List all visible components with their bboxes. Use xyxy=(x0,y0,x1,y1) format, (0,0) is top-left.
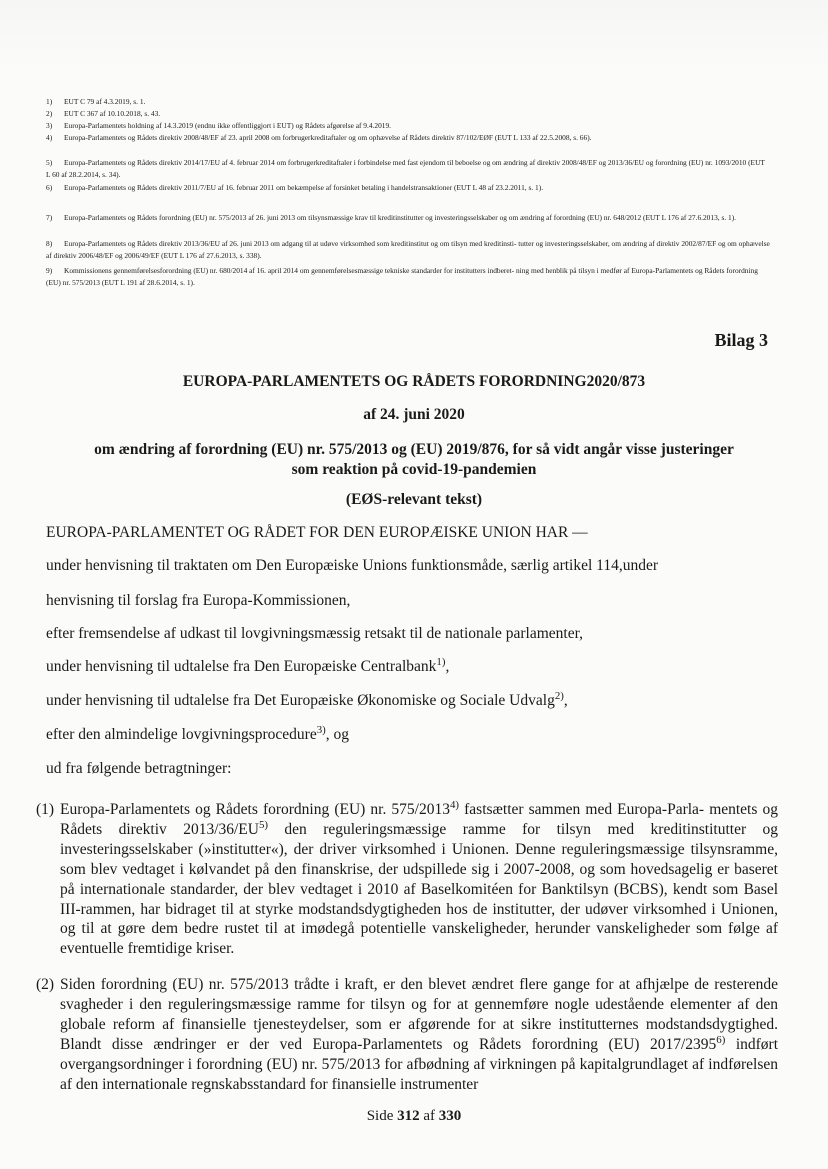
citation-treaty: under henvisning til traktaten om Den Europæiske Unions funktionsmåde, særlig artikel 114,under xyxy=(46,557,659,574)
citation-parliaments: efter fremsendelse af udkast til lovgivningsmæssig retsakt til de nationale parlamenter, xyxy=(46,625,583,642)
regulation-subject-line-1: om ændring af forordning (EU) nr. 575/2013 og (EU) 2019/876, for så vidt angår visse justeringer xyxy=(94,441,734,458)
footnote-3: 3) Europa-Parlamentets holdning af 14.3.2019 (endnu ikke offentliggjort i EUT) og Rådets afgørelse af 9.4.2019. xyxy=(46,121,392,130)
recital-2 xyxy=(36,975,778,1094)
citation-procedure: efter den almindelige lovgivningsprocedure$^{3)}$, og xyxy=(46,723,350,743)
footnote-8: 8) Europa-Parlamentets og Rådets direktiv 2013/36/EU af 26. juni 2013 om adgang til at udøve virksomhed som kreditinstitut og om tilsyn med kreditinsti- tutter og investeringsselskaber, om ændring af direktiv 2002/87/EF og om ophævelse af direktiv 2006/48/EF og 2006/49/EF (EUT L 176 af 27.6.2013, s. 338). xyxy=(46,239,770,260)
preamble-intro: EUROPA-PARLAMENTET OG RÅDET FOR DEN EUROPÆISKE UNION HAR — xyxy=(46,524,588,541)
footnote-9: 9) Kommissionens gennemførelsesforordning (EU) nr. 680/2014 af 16. april 2014 om gennemførelsesmæssige tekniske standarder for institutters indberet- ning med henblik på tilsyn i medfør af Europa-Parlamentets og Rådets forordning (EU) nr. 575/2013 (EUT L 191 af 28.6.2014, s. 1). xyxy=(46,266,758,287)
footnote-4: 4) Europa-Parlamentets og Rådets direktiv 2008/48/EF af 23. april 2008 om forbrugerkreditaftaler og om ophævelse af Rådets direktiv 87/102/EØF (EUT L 133 af 22.5.2008, s. 66). xyxy=(46,133,592,142)
eea-relevance: (EØS-relevant tekst) xyxy=(345,491,483,508)
footnote-5: 5) Europa-Parlamentets og Rådets direktiv 2014/17/EU af 4. februar 2014 om forbrugerkreditaftaler i forbindelse med fast ejendom til beboelse og om ændring af direktiv 2008/48/EF og 2013/36/EU og forordning (EU) nr. 1093/2010 (EUT L 60 af 28.2.2014, s. 34). xyxy=(46,158,765,179)
footnote-2: 2) EUT C 367 af 10.10.2018, s. 43. xyxy=(46,109,161,118)
recital-text: Siden forordning (EU) nr. 575/2013 trådte i kraft, er den blevet ændret flere gange for at afhjælpe de resterende svagheder i den reguleringsmæssige ramme for tilsyn og for at gennemføre nogle udestående elementer af den globale reform af finansielle tjenesteydelser, som er afgørende for at sikre institutternes modstandsdygtighed. Blandt disse ændringer er der ved Europa-Parlamentets og Rådets forordning (EU) 2017/2395$^{6)}$ indført overgangsordninger i forordning (EU) nr. 575/2013 for afbødning af virkningen på kapitalgrundlaget af indførelsen af den internationale regnskabsstandard for finansielle instrumenter xyxy=(60,976,779,1093)
current-page: 312 xyxy=(397,1108,420,1124)
annex-label: Bilag 3 xyxy=(714,330,768,350)
scan-shadow xyxy=(0,0,828,70)
page-footer: Side 312 af 330 xyxy=(366,1108,462,1124)
footnote-7: 7) Europa-Parlamentets og Rådets forordning (EU) nr. 575/2013 af 26. juni 2013 om tilsynsmæssige krav til kreditinstitutter og investeringsselskaber og om ændring af forordning (EU) nr. 648/2012 (EUT L 176 af 27.6.2013, s. 1). xyxy=(46,213,737,222)
recital-number: (2) xyxy=(36,976,55,993)
footnote-1: 1) EUT C 79 af 4.3.2019, s. 1. xyxy=(46,97,146,106)
citation-ecb: under henvisning til udtalelse fra Den Europæiske Centralbank$^{1)}$, xyxy=(46,655,450,675)
recital-1 xyxy=(36,800,778,959)
citation-commission: henvisning til forslag fra Europa-Kommissionen, xyxy=(46,592,351,609)
footnote-6: 6) Europa-Parlamentets og Rådets direktiv 2011/7/EU af 16. februar 2011 om bekæmpelse af forsinket betaling i handelstransaktioner (EUT L 48 af 23.2.2011, s. 1). xyxy=(46,183,544,192)
regulation-subject-line-2: som reaktion på covid-19-pandemien xyxy=(291,461,537,478)
total-pages: 330 xyxy=(438,1108,462,1124)
recital-number: (1) xyxy=(36,801,55,818)
citation-eesc: under henvisning til udtalelse fra Det Europæiske Økonomiske og Sociale Udvalg$^{2)}$, xyxy=(46,689,568,709)
regulation-title: EUROPA-PARLAMENTETS OG RÅDETS FORORDNING2020/873 xyxy=(182,373,646,390)
recital-text: Europa-Parlamentets og Rådets forordning (EU) nr. 575/2013$^{4)}$ fastsætter sammen med Europa-Parla- mentets og Rådets direktiv 2013/36/EU$^{5)}$ den reguleringsmæssige ramme for tilsyn med kreditinstitutter og investeringsselskaber (»institutter«), der driver virksomhed i Unionen. Denne reguleringsmæssige tilsynsramme, som blev vedtaget i kølvandet på den finanskrise, der udspillede sig i 2007-2008, og som hovedsagelig er baseret på internationale standarder, der blev vedtaget i 2010 af Baselkomitéen for Banktilsyn (BCBS), kendt som Basel III-rammen, har bidraget til at styrke modstandsdygtigheden hos de institutter, der udøver virksomhed i Unionen, og til at gøre dem bedre rustet til at imødegå potentielle vanskeligheder, herunder vanskeligheder som følge af eventuelle fremtidige kriser. xyxy=(60,798,779,958)
whereas-intro: ud fra følgende betragtninger: xyxy=(46,760,232,777)
regulation-date: af 24. juni 2020 xyxy=(363,406,465,423)
